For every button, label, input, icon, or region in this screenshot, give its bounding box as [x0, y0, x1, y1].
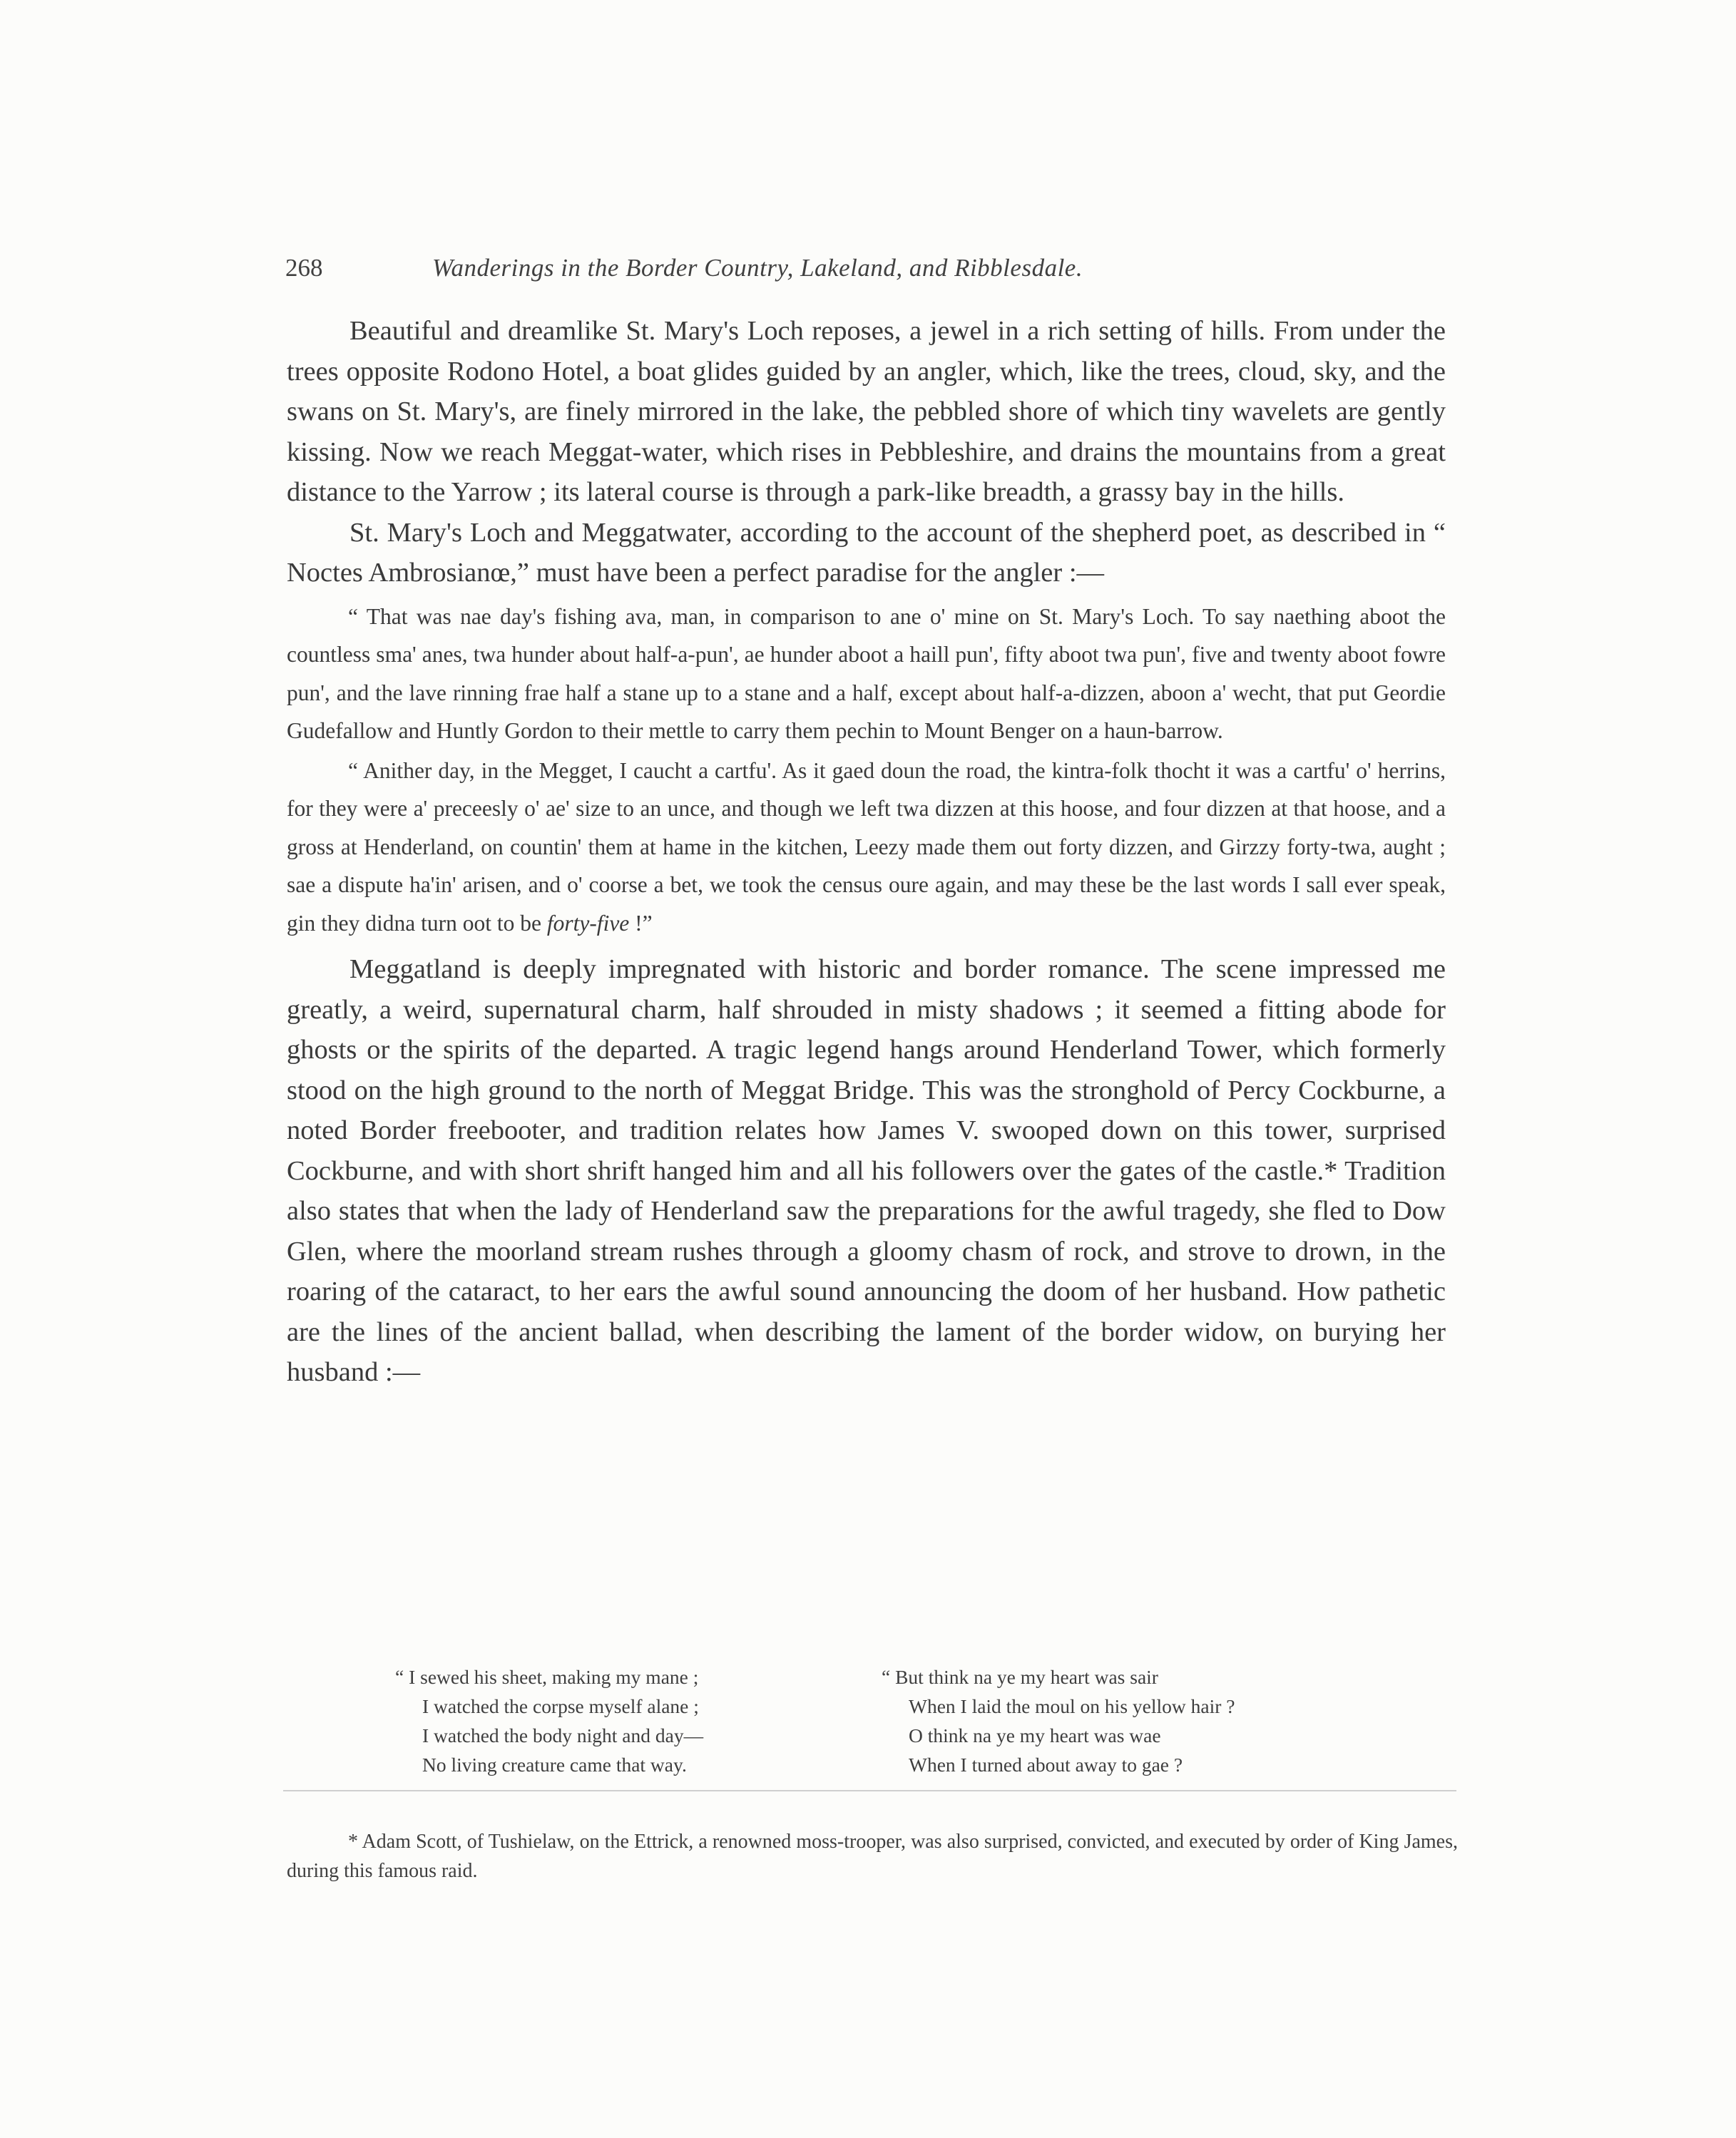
running-title: Wanderings in the Border Country, Lakeland, and Ribblesdale. — [432, 254, 1083, 282]
poem-line: No living creature came that way. — [422, 1754, 687, 1776]
poem-line: I watched the body night and day— — [422, 1724, 704, 1746]
poem-line: O think na ye my heart was wae — [909, 1724, 1161, 1746]
page-number: 268 — [285, 254, 323, 282]
footnote: * Adam Scott, of Tushielaw, on the Ettrick, a renowned moss-trooper, was also surprised, convicted, and executed by order of King James, during this famous raid. — [287, 1831, 1458, 1882]
quote-end: !” — [629, 910, 653, 936]
main-text — [287, 311, 1446, 1393]
ballad-stanza-right — [882, 1662, 1235, 1779]
paragraph-noctes-ambrosianae: St. Mary's Loch and Meggatwater, according to the account of the shepherd poet, as described in “ Noctes Ambrosianœ,” must have been a perfect paradise for the angler :— — [287, 517, 1446, 588]
footnote-divider — [283, 1790, 1456, 1791]
poem-line: When I turned about away to gae ? — [909, 1754, 1183, 1776]
paragraph-st-marys-loch: Beautiful and dreamlike St. Mary's Loch reposes, a jewel in a rich setting of hills. From under the trees opposite Rodono Hotel, a boat glides guided by an angler, which, like the trees, cloud, sky, and the swans on St. Mary's, are finely mirrored in the lake, the pebbled shore of which tiny wavelets are gently kissing. Now we reach Meggat-water, which rises in Pebbleshire, and drains the mountains from a great distance to the Yarrow ; its lateral course is through a park-like breadth, a grassy bay in the hills. — [287, 316, 1446, 507]
paragraph-meggatland: Meggatland is deeply impregnated with historic and border romance. The scene impressed me greatly, a weird, supernatural charm, half shrouded in misty shadows ; it seemed a fitting abode for ghosts or the spirits of the departed. A tragic legend hangs around Henderland Tower, which formerly stood on the high ground to the north of Meggat Bridge. This was the stronghold of Percy Cockburne, a noted Border freebooter, and tradition relates how James V. swooped down on this tower, surprised Cockburne, and with short shrift hanged him and all his followers over the gates of the castle.* Tradition also states that when the lady of Henderland saw the preparations for the awful tragedy, she fled to Dow Glen, where the moorland stream rushes through a gloomy chasm of rock, and strove to drown, in the roaring of the cataract, to her ears the awful sound announcing the doom of her husband. How pathetic are the lines of the ancient ballad, when describing the lament of the border widow, on burying her husband :— — [287, 954, 1446, 1387]
poem-line: I watched the corpse myself alane ; — [422, 1695, 699, 1717]
quote-fishing-day: “ That was nae day's fishing ava, man, in comparison to ane o' mine on St. Mary's Loch. To say naething aboot the countless sma' anes, twa hunder about half-a-pun', ae hunder aboot a haill pun', fifty aboot twa pun', five and twenty aboot fowre pun', and the lave rinning frae half a stane up to a stane and a half, except about half-a-dizzen, aboon a' wecht, that put Geordie Gudefallow and Huntly Gordon to their mettle to carry them pechin to Mount Benger on a haun-barrow. — [287, 603, 1446, 743]
shepherd-quote — [287, 598, 1446, 943]
quote-forty-five: forty-five — [546, 910, 630, 936]
quote-cartful-herrins — [287, 752, 1446, 943]
ballad-stanza-left — [395, 1662, 703, 1779]
poem-line: When I laid the moul on his yellow hair ? — [909, 1695, 1235, 1717]
quote-cartful-text: “ Anither day, in the Megget, I caucht a cartfu'. As it gaed doun the road, the kintra-folk thocht it was a cartfu' o' herrins, for they were a' preceesly o' ae' size to an unce, and though we left twa dizzen at this hoose, and four dizzen at that hoose, and a gross at Henderland, on countin' them at hame in the kitchen, Leezy made them out forty dizzen, and Girzzy forty-twa, aught ; sae a dispute ha'in' arisen, and o' coorse a bet, we took the census oure again, and may these be the last words I sall ever speak, gin they didna turn oot to be — [287, 757, 1446, 936]
poem-line: “ But think na ye my heart was sair — [882, 1666, 1158, 1688]
poem-line: “ I sewed his sheet, making my mane ; — [395, 1666, 699, 1688]
